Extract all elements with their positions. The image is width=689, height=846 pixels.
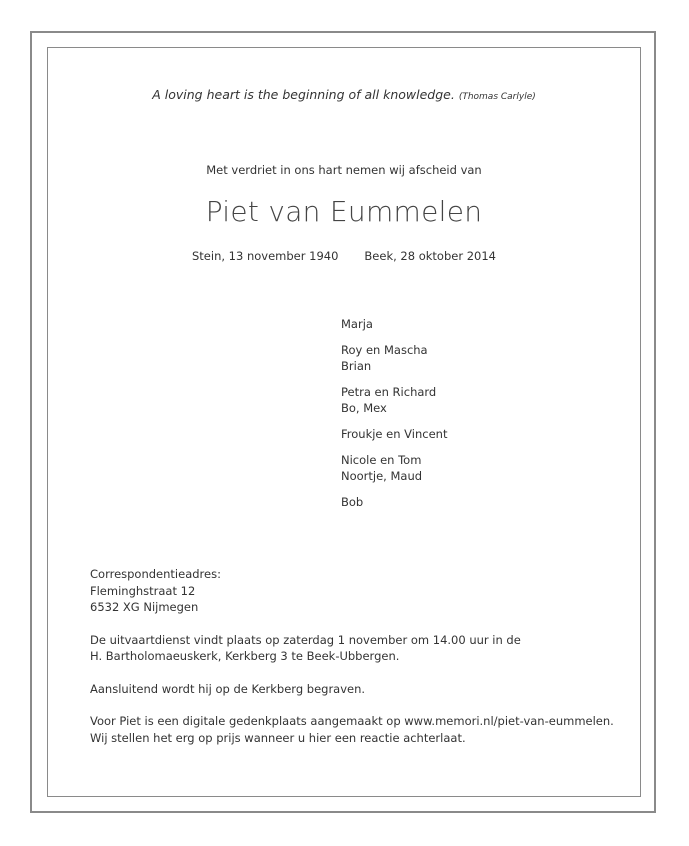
- family-line: Petra en Richard: [341, 385, 437, 399]
- service-line: H. Bartholomaeuskerk, Kerkberg 3 te Beek-Ubbergen.: [90, 649, 400, 663]
- family-line: Bob: [341, 495, 364, 509]
- family-line: Marja: [341, 317, 373, 331]
- family-line: Bo, Mex: [341, 401, 387, 415]
- family-group: [341, 452, 447, 484]
- birth-date: Stein, 13 november 1940: [192, 249, 339, 263]
- family-line: Noortje, Maud: [341, 469, 423, 483]
- family-group: [341, 316, 447, 332]
- correspondence-city: 6532 XG Nijmegen: [90, 600, 199, 614]
- memorial-info: [90, 713, 614, 746]
- burial-info: [90, 681, 614, 698]
- burial-line: Aansluitend wordt hij op de Kerkberg begraven.: [90, 681, 366, 696]
- family-list: [341, 316, 447, 520]
- memorial-line: Voor Piet is een digitale gedenkplaats aangemaakt op www.memori.nl/piet-van-eummelen.: [90, 714, 614, 728]
- quote-author: (Thomas Carlyle): [458, 92, 536, 102]
- info-section: [90, 566, 614, 762]
- family-group: [341, 426, 447, 442]
- death-date: Beek, 28 oktober 2014: [364, 249, 496, 263]
- family-group: [341, 384, 447, 416]
- correspondence-street: Fleminghstraat 12: [90, 583, 196, 598]
- correspondence-address: [90, 566, 614, 616]
- family-line: Roy en Mascha: [341, 343, 428, 357]
- memorial-line: Wij stellen het erg op prijs wanneer u hier een reactie achterlaat.: [90, 730, 466, 745]
- service-info: [90, 632, 614, 665]
- service-line: De uitvaartdienst vindt plaats op zaterdag 1 november om 14.00 uur in de: [90, 632, 521, 647]
- family-group: [341, 494, 447, 510]
- deceased-name: Piet van Eummelen: [205, 195, 483, 228]
- intro-text: Met verdriet in ons hart nemen wij afscheid van: [206, 163, 482, 177]
- family-group: [341, 342, 447, 374]
- family-line: Froukje en Vincent: [341, 427, 448, 441]
- quote-text: A loving heart is the beginning of all knowledge.: [152, 87, 455, 102]
- family-line: Brian: [341, 359, 372, 373]
- quote: [47, 87, 641, 102]
- life-dates: [47, 249, 641, 263]
- correspondence-label: Correspondentieadres:: [90, 567, 221, 581]
- family-line: Nicole en Tom: [341, 453, 422, 467]
